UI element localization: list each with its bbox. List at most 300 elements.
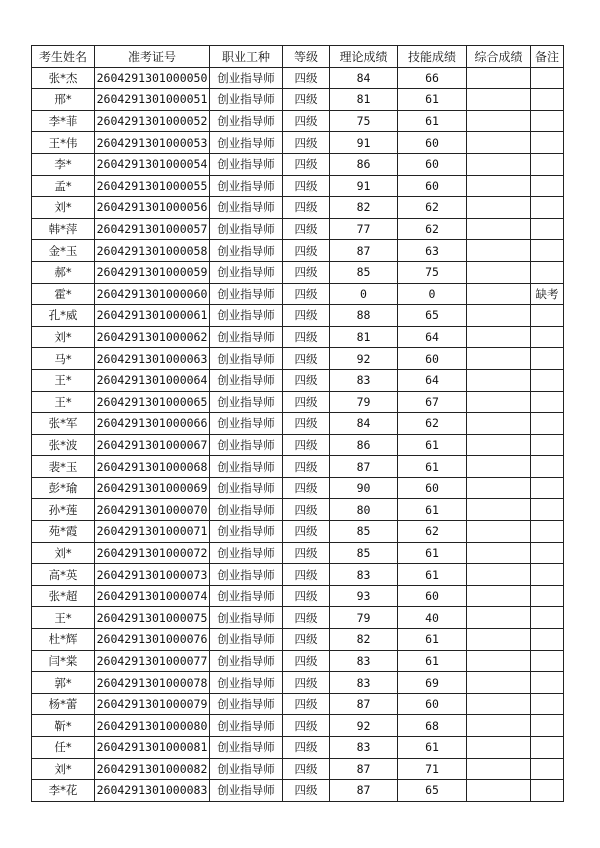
level-cell: 四级 (283, 629, 330, 651)
exam-id-cell: 2604291301000051 (95, 89, 210, 111)
overall-score-cell (467, 542, 531, 564)
theory-score-cell: 87 (330, 780, 398, 802)
overall-score-cell (467, 758, 531, 780)
name-cell: 任* (32, 737, 95, 759)
remark-cell (531, 672, 564, 694)
level-cell: 四级 (283, 521, 330, 543)
occupation-cell: 创业指导师 (210, 132, 283, 154)
exam-id-cell: 2604291301000052 (95, 110, 210, 132)
occupation-cell: 创业指导师 (210, 477, 283, 499)
exam-id-cell: 2604291301000059 (95, 261, 210, 283)
remark-cell (531, 542, 564, 564)
occupation-cell: 创业指导师 (210, 715, 283, 737)
theory-score-cell: 87 (330, 758, 398, 780)
exam-id-cell: 2604291301000071 (95, 521, 210, 543)
exam-id-cell: 2604291301000074 (95, 585, 210, 607)
theory-score-cell: 92 (330, 348, 398, 370)
remark-cell (531, 758, 564, 780)
name-cell: 金*玉 (32, 240, 95, 262)
name-cell: 王* (32, 391, 95, 413)
level-cell: 四级 (283, 197, 330, 219)
occupation-cell: 创业指导师 (210, 261, 283, 283)
column-header-occupation: 职业工种 (210, 46, 283, 68)
remark-cell (531, 521, 564, 543)
remark-cell (531, 175, 564, 197)
theory-score-cell: 85 (330, 542, 398, 564)
level-cell: 四级 (283, 758, 330, 780)
remark-cell (531, 434, 564, 456)
theory-score-cell: 87 (330, 240, 398, 262)
overall-score-cell (467, 89, 531, 111)
theory-score-cell: 83 (330, 737, 398, 759)
name-cell: 王* (32, 369, 95, 391)
exam-id-cell: 2604291301000066 (95, 413, 210, 435)
occupation-cell: 创业指导师 (210, 650, 283, 672)
skill-score-cell: 61 (398, 434, 467, 456)
theory-score-cell: 83 (330, 564, 398, 586)
overall-score-cell (467, 153, 531, 175)
column-header-remark: 备注 (531, 46, 564, 68)
overall-score-cell (467, 629, 531, 651)
theory-score-cell: 82 (330, 197, 398, 219)
table-row (32, 650, 564, 672)
table-body (32, 67, 564, 801)
overall-score-cell (467, 650, 531, 672)
skill-score-cell: 60 (398, 348, 467, 370)
occupation-cell: 创业指导师 (210, 67, 283, 89)
name-cell: 李*菲 (32, 110, 95, 132)
skill-score-cell: 0 (398, 283, 467, 305)
occupation-cell: 创业指导师 (210, 456, 283, 478)
table-row (32, 542, 564, 564)
level-cell: 四级 (283, 434, 330, 456)
overall-score-cell (467, 283, 531, 305)
exam-id-cell: 2604291301000054 (95, 153, 210, 175)
skill-score-cell: 62 (398, 197, 467, 219)
skill-score-cell: 61 (398, 456, 467, 478)
overall-score-cell (467, 240, 531, 262)
name-cell: 邢* (32, 89, 95, 111)
occupation-cell: 创业指导师 (210, 89, 283, 111)
overall-score-cell (467, 607, 531, 629)
overall-score-cell (467, 564, 531, 586)
theory-score-cell: 92 (330, 715, 398, 737)
skill-score-cell: 64 (398, 326, 467, 348)
table-row (32, 585, 564, 607)
occupation-cell: 创业指导师 (210, 737, 283, 759)
table-row (32, 737, 564, 759)
name-cell: 孔*威 (32, 305, 95, 327)
table-row (32, 564, 564, 586)
overall-score-cell (467, 521, 531, 543)
skill-score-cell: 68 (398, 715, 467, 737)
name-cell: 李* (32, 153, 95, 175)
name-cell: 张*杰 (32, 67, 95, 89)
table-row (32, 391, 564, 413)
theory-score-cell: 84 (330, 413, 398, 435)
skill-score-cell: 62 (398, 521, 467, 543)
exam-id-cell: 2604291301000065 (95, 391, 210, 413)
name-cell: 霍* (32, 283, 95, 305)
name-cell: 高*英 (32, 564, 95, 586)
remark-cell (531, 391, 564, 413)
exam-id-cell: 2604291301000064 (95, 369, 210, 391)
theory-score-cell: 79 (330, 391, 398, 413)
exam-id-cell: 2604291301000068 (95, 456, 210, 478)
theory-score-cell: 81 (330, 89, 398, 111)
overall-score-cell (467, 499, 531, 521)
theory-score-cell: 85 (330, 521, 398, 543)
theory-score-cell: 86 (330, 434, 398, 456)
skill-score-cell: 60 (398, 175, 467, 197)
table-row (32, 132, 564, 154)
name-cell: 张*军 (32, 413, 95, 435)
overall-score-cell (467, 110, 531, 132)
exam-id-cell: 2604291301000073 (95, 564, 210, 586)
theory-score-cell: 84 (330, 67, 398, 89)
exam-id-cell: 2604291301000076 (95, 629, 210, 651)
skill-score-cell: 61 (398, 499, 467, 521)
theory-score-cell: 75 (330, 110, 398, 132)
remark-cell (531, 132, 564, 154)
exam-id-cell: 2604291301000067 (95, 434, 210, 456)
exam-id-cell: 2604291301000062 (95, 326, 210, 348)
table-row (32, 197, 564, 219)
level-cell: 四级 (283, 261, 330, 283)
remark-cell (531, 305, 564, 327)
occupation-cell: 创业指导师 (210, 693, 283, 715)
level-cell: 四级 (283, 348, 330, 370)
remark-cell (531, 737, 564, 759)
theory-score-cell: 83 (330, 369, 398, 391)
overall-score-cell (467, 218, 531, 240)
occupation-cell: 创业指导师 (210, 585, 283, 607)
overall-score-cell (467, 737, 531, 759)
skill-score-cell: 60 (398, 585, 467, 607)
theory-score-cell: 77 (330, 218, 398, 240)
theory-score-cell: 83 (330, 672, 398, 694)
name-cell: 刘* (32, 197, 95, 219)
occupation-cell: 创业指导师 (210, 369, 283, 391)
table-row (32, 326, 564, 348)
name-cell: 苑*霞 (32, 521, 95, 543)
name-cell: 杨*蕾 (32, 693, 95, 715)
table-row (32, 499, 564, 521)
level-cell: 四级 (283, 67, 330, 89)
exam-id-cell: 2604291301000070 (95, 499, 210, 521)
overall-score-cell (467, 585, 531, 607)
skill-score-cell: 60 (398, 132, 467, 154)
overall-score-cell (467, 132, 531, 154)
overall-score-cell (467, 391, 531, 413)
table-row (32, 521, 564, 543)
level-cell: 四级 (283, 110, 330, 132)
table-row (32, 153, 564, 175)
skill-score-cell: 60 (398, 477, 467, 499)
level-cell: 四级 (283, 499, 330, 521)
level-cell: 四级 (283, 585, 330, 607)
theory-score-cell: 91 (330, 175, 398, 197)
remark-cell (531, 218, 564, 240)
name-cell: 郝* (32, 261, 95, 283)
column-header-skill-score: 技能成绩 (398, 46, 467, 68)
remark-cell (531, 110, 564, 132)
occupation-cell: 创业指导师 (210, 110, 283, 132)
skill-score-cell: 61 (398, 650, 467, 672)
theory-score-cell: 93 (330, 585, 398, 607)
remark-cell (531, 564, 564, 586)
skill-score-cell: 60 (398, 693, 467, 715)
table-row (32, 240, 564, 262)
skill-score-cell: 61 (398, 629, 467, 651)
name-cell: 闫*棠 (32, 650, 95, 672)
level-cell: 四级 (283, 391, 330, 413)
theory-score-cell: 83 (330, 650, 398, 672)
overall-score-cell (467, 456, 531, 478)
column-header-exam-id: 准考证号 (95, 46, 210, 68)
exam-id-cell: 2604291301000078 (95, 672, 210, 694)
exam-id-cell: 2604291301000063 (95, 348, 210, 370)
occupation-cell: 创业指导师 (210, 564, 283, 586)
table-row (32, 175, 564, 197)
remark-cell (531, 693, 564, 715)
level-cell: 四级 (283, 715, 330, 737)
remark-cell (531, 456, 564, 478)
exam-id-cell: 2604291301000056 (95, 197, 210, 219)
occupation-cell: 创业指导师 (210, 348, 283, 370)
overall-score-cell (467, 67, 531, 89)
occupation-cell: 创业指导师 (210, 175, 283, 197)
occupation-cell: 创业指导师 (210, 218, 283, 240)
overall-score-cell (467, 197, 531, 219)
name-cell: 孟* (32, 175, 95, 197)
occupation-cell: 创业指导师 (210, 607, 283, 629)
exam-id-cell: 2604291301000050 (95, 67, 210, 89)
level-cell: 四级 (283, 542, 330, 564)
occupation-cell: 创业指导师 (210, 413, 283, 435)
theory-score-cell: 80 (330, 499, 398, 521)
skill-score-cell: 65 (398, 780, 467, 802)
table-row (32, 413, 564, 435)
exam-id-cell: 2604291301000083 (95, 780, 210, 802)
skill-score-cell: 60 (398, 153, 467, 175)
exam-id-cell: 2604291301000058 (95, 240, 210, 262)
name-cell: 刘* (32, 758, 95, 780)
remark-cell (531, 348, 564, 370)
name-cell: 孙*莲 (32, 499, 95, 521)
exam-id-cell: 2604291301000061 (95, 305, 210, 327)
remark-cell (531, 715, 564, 737)
remark-cell (531, 650, 564, 672)
theory-score-cell: 91 (330, 132, 398, 154)
level-cell: 四级 (283, 132, 330, 154)
remark-cell (531, 261, 564, 283)
level-cell: 四级 (283, 672, 330, 694)
theory-score-cell: 81 (330, 326, 398, 348)
level-cell: 四级 (283, 564, 330, 586)
occupation-cell: 创业指导师 (210, 305, 283, 327)
skill-score-cell: 40 (398, 607, 467, 629)
table-row (32, 89, 564, 111)
remark-cell (531, 499, 564, 521)
name-cell: 李*花 (32, 780, 95, 802)
overall-score-cell (467, 434, 531, 456)
remark-cell (531, 326, 564, 348)
theory-score-cell: 86 (330, 153, 398, 175)
exam-id-cell: 2604291301000069 (95, 477, 210, 499)
exam-id-cell: 2604291301000072 (95, 542, 210, 564)
exam-id-cell: 2604291301000055 (95, 175, 210, 197)
exam-id-cell: 2604291301000082 (95, 758, 210, 780)
skill-score-cell: 63 (398, 240, 467, 262)
level-cell: 四级 (283, 456, 330, 478)
name-cell: 裴*玉 (32, 456, 95, 478)
occupation-cell: 创业指导师 (210, 434, 283, 456)
remark-cell: 缺考 (531, 283, 564, 305)
skill-score-cell: 62 (398, 413, 467, 435)
overall-score-cell (467, 693, 531, 715)
table-row (32, 261, 564, 283)
exam-id-cell: 2604291301000081 (95, 737, 210, 759)
remark-cell (531, 413, 564, 435)
table-row (32, 693, 564, 715)
exam-id-cell: 2604291301000079 (95, 693, 210, 715)
skill-score-cell: 61 (398, 110, 467, 132)
name-cell: 马* (32, 348, 95, 370)
header-row (32, 46, 564, 68)
overall-score-cell (467, 175, 531, 197)
skill-score-cell: 67 (398, 391, 467, 413)
exam-id-cell: 2604291301000080 (95, 715, 210, 737)
remark-cell (531, 197, 564, 219)
overall-score-cell (467, 326, 531, 348)
column-header-name: 考生姓名 (32, 46, 95, 68)
exam-id-cell: 2604291301000053 (95, 132, 210, 154)
level-cell: 四级 (283, 413, 330, 435)
table-row (32, 456, 564, 478)
table-row (32, 607, 564, 629)
name-cell: 刘* (32, 326, 95, 348)
table-row (32, 477, 564, 499)
level-cell: 四级 (283, 369, 330, 391)
occupation-cell: 创业指导师 (210, 672, 283, 694)
skill-score-cell: 71 (398, 758, 467, 780)
occupation-cell: 创业指导师 (210, 499, 283, 521)
level-cell: 四级 (283, 240, 330, 262)
name-cell: 张*超 (32, 585, 95, 607)
remark-cell (531, 369, 564, 391)
level-cell: 四级 (283, 780, 330, 802)
occupation-cell: 创业指导师 (210, 283, 283, 305)
occupation-cell: 创业指导师 (210, 521, 283, 543)
skill-score-cell: 66 (398, 67, 467, 89)
table-row (32, 715, 564, 737)
level-cell: 四级 (283, 650, 330, 672)
level-cell: 四级 (283, 218, 330, 240)
name-cell: 韩*萍 (32, 218, 95, 240)
name-cell: 王*伟 (32, 132, 95, 154)
remark-cell (531, 780, 564, 802)
exam-id-cell: 2604291301000057 (95, 218, 210, 240)
remark-cell (531, 585, 564, 607)
remark-cell (531, 67, 564, 89)
occupation-cell: 创业指导师 (210, 326, 283, 348)
name-cell: 王* (32, 607, 95, 629)
level-cell: 四级 (283, 693, 330, 715)
name-cell: 靳* (32, 715, 95, 737)
level-cell: 四级 (283, 737, 330, 759)
level-cell: 四级 (283, 607, 330, 629)
table-row (32, 67, 564, 89)
occupation-cell: 创业指导师 (210, 629, 283, 651)
table-row (32, 629, 564, 651)
overall-score-cell (467, 715, 531, 737)
remark-cell (531, 477, 564, 499)
occupation-cell: 创业指导师 (210, 391, 283, 413)
theory-score-cell: 82 (330, 629, 398, 651)
theory-score-cell: 87 (330, 693, 398, 715)
column-header-level: 等级 (283, 46, 330, 68)
exam-id-cell: 2604291301000077 (95, 650, 210, 672)
theory-score-cell: 85 (330, 261, 398, 283)
occupation-cell: 创业指导师 (210, 240, 283, 262)
name-cell: 张*波 (32, 434, 95, 456)
skill-score-cell: 61 (398, 737, 467, 759)
occupation-cell: 创业指导师 (210, 758, 283, 780)
skill-score-cell: 65 (398, 305, 467, 327)
level-cell: 四级 (283, 89, 330, 111)
exam-id-cell: 2604291301000060 (95, 283, 210, 305)
table-row (32, 369, 564, 391)
table-row (32, 110, 564, 132)
skill-score-cell: 62 (398, 218, 467, 240)
theory-score-cell: 90 (330, 477, 398, 499)
overall-score-cell (467, 305, 531, 327)
level-cell: 四级 (283, 175, 330, 197)
table-row (32, 348, 564, 370)
remark-cell (531, 607, 564, 629)
overall-score-cell (467, 477, 531, 499)
skill-score-cell: 61 (398, 542, 467, 564)
table-row (32, 283, 564, 305)
theory-score-cell: 87 (330, 456, 398, 478)
occupation-cell: 创业指导师 (210, 197, 283, 219)
name-cell: 彭*瑜 (32, 477, 95, 499)
table-row (32, 758, 564, 780)
table-row (32, 672, 564, 694)
table-row (32, 780, 564, 802)
name-cell: 刘* (32, 542, 95, 564)
level-cell: 四级 (283, 283, 330, 305)
overall-score-cell (467, 261, 531, 283)
overall-score-cell (467, 413, 531, 435)
occupation-cell: 创业指导师 (210, 780, 283, 802)
exam-id-cell: 2604291301000075 (95, 607, 210, 629)
skill-score-cell: 64 (398, 369, 467, 391)
theory-score-cell: 0 (330, 283, 398, 305)
table-row (32, 305, 564, 327)
overall-score-cell (467, 348, 531, 370)
name-cell: 杜*辉 (32, 629, 95, 651)
column-header-theory-score: 理论成绩 (330, 46, 398, 68)
remark-cell (531, 629, 564, 651)
occupation-cell: 创业指导师 (210, 153, 283, 175)
remark-cell (531, 240, 564, 262)
level-cell: 四级 (283, 477, 330, 499)
overall-score-cell (467, 780, 531, 802)
skill-score-cell: 69 (398, 672, 467, 694)
theory-score-cell: 88 (330, 305, 398, 327)
